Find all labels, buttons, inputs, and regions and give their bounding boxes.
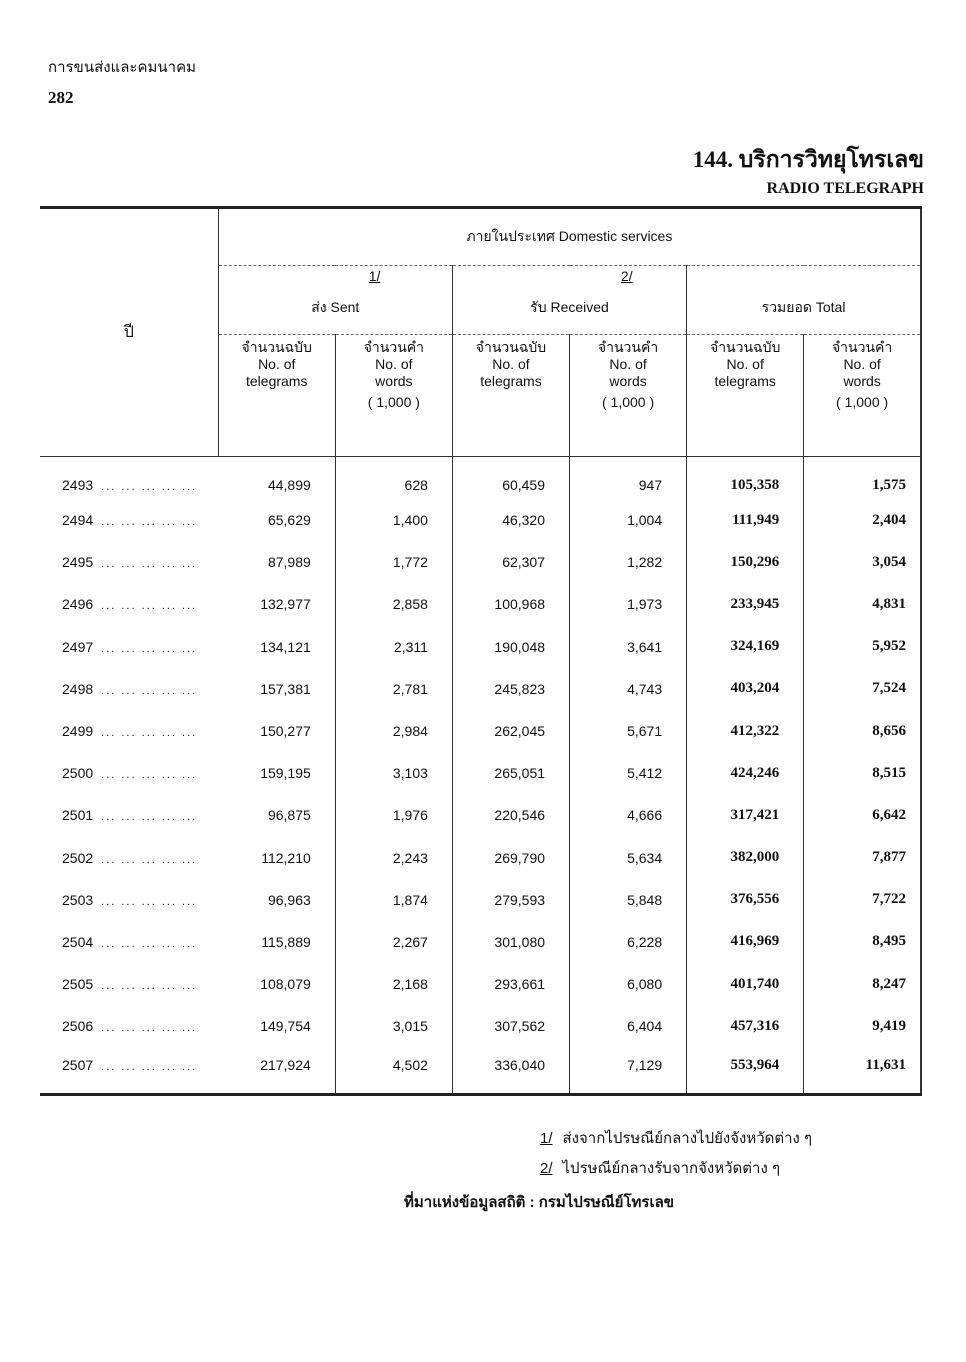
cell-total-telegrams: 317,421 (687, 794, 804, 836)
cell-total-words: 1,575 (804, 457, 921, 500)
cell-received-telegrams: 269,790 (452, 837, 569, 879)
received-telegrams-header: จำนวนฉบับ No. of telegrams (452, 335, 569, 457)
total-group-header (687, 266, 921, 335)
cell-year: 2497 ... ... ... ... ... (62, 638, 198, 655)
table-row (40, 541, 921, 583)
cell-received-words: 6,404 (570, 1005, 687, 1047)
cell-total-telegrams: 376,556 (687, 879, 804, 921)
cell-total-words: 8,247 (804, 963, 921, 1005)
cell-sent-telegrams: 134,121 (218, 626, 335, 668)
cell-sent-words: 1,400 (335, 499, 452, 541)
cell-sent-telegrams: 112,210 (218, 837, 335, 879)
cell-year: 2496 ... ... ... ... ... (62, 596, 198, 613)
cell-year: 2505 ... ... ... ... ... (62, 976, 198, 993)
cell-sent-telegrams: 149,754 (218, 1005, 335, 1047)
cell-sent-telegrams: 159,195 (218, 752, 335, 794)
table-row (40, 921, 921, 963)
cell-received-telegrams: 265,051 (452, 752, 569, 794)
cell-year: 2499 ... ... ... ... ... (62, 723, 198, 740)
cell-sent-words: 2,267 (335, 921, 452, 963)
cell-year: 2503 ... ... ... ... ... (62, 891, 198, 908)
sent-group-header (218, 266, 452, 335)
table-row (40, 879, 921, 921)
cell-total-words: 5,952 (804, 626, 921, 668)
table-row (40, 752, 921, 794)
cell-received-telegrams: 245,823 (452, 668, 569, 710)
cell-received-words: 6,228 (570, 921, 687, 963)
title-th-text: บริการวิทยุโทรเลข (738, 147, 924, 172)
cell-sent-words: 2,243 (335, 837, 452, 879)
cell-total-words: 4,831 (804, 583, 921, 625)
cell-sent-telegrams: 44,899 (218, 457, 335, 500)
radio-telegraph-table (40, 206, 922, 1096)
total-words-header: จำนวนคำ No. of words ( 1,000 ) (804, 335, 921, 457)
cell-sent-words: 1,772 (335, 541, 452, 583)
table-row (40, 794, 921, 836)
cell-sent-telegrams: 115,889 (218, 921, 335, 963)
cell-total-words: 8,495 (804, 921, 921, 963)
cell-sent-words: 3,103 (335, 752, 452, 794)
cell-total-telegrams: 424,246 (687, 752, 804, 794)
cell-received-telegrams: 336,040 (452, 1047, 569, 1095)
cell-received-words: 7,129 (570, 1047, 687, 1095)
table-row (40, 499, 921, 541)
received-group-header (452, 266, 686, 335)
cell-sent-telegrams: 108,079 (218, 963, 335, 1005)
cell-total-telegrams: 412,322 (687, 710, 804, 752)
cell-sent-words: 2,858 (335, 583, 452, 625)
cell-total-words: 7,722 (804, 879, 921, 921)
cell-sent-telegrams: 157,381 (218, 668, 335, 710)
cell-received-words: 1,282 (570, 541, 687, 583)
cell-received-telegrams: 100,968 (452, 583, 569, 625)
cell-year: 2507 ... ... ... ... ... (40, 1047, 218, 1095)
cell-sent-words: 4,502 (335, 1047, 452, 1095)
received-footnote-mark: 2/ (620, 268, 633, 284)
sent-footnote-mark: 1/ (368, 268, 381, 284)
table-body (40, 457, 921, 1095)
received-label: รับ Received (530, 299, 609, 315)
cell-received-words: 947 (570, 457, 687, 500)
cell-total-words: 6,642 (804, 794, 921, 836)
cell-sent-telegrams: 150,277 (218, 710, 335, 752)
table-row (40, 1005, 921, 1047)
cell-total-words: 7,877 (804, 837, 921, 879)
cell-sent-telegrams: 87,989 (218, 541, 335, 583)
cell-received-words: 5,412 (570, 752, 687, 794)
cell-received-telegrams: 262,045 (452, 710, 569, 752)
cell-received-telegrams: 301,080 (452, 921, 569, 963)
domestic-services-header: ภายในประเทศ Domestic services (218, 208, 921, 266)
cell-total-telegrams: 416,969 (687, 921, 804, 963)
cell-total-telegrams: 150,296 (687, 541, 804, 583)
cell-year: 2493 ... ... ... ... ... (62, 477, 198, 493)
cell-sent-telegrams: 217,924 (218, 1047, 335, 1095)
cell-total-words: 11,631 (804, 1047, 921, 1095)
cell-received-words: 3,641 (570, 626, 687, 668)
cell-received-telegrams: 60,459 (452, 457, 569, 500)
table-row (40, 1047, 921, 1095)
cell-received-words: 6,080 (570, 963, 687, 1005)
cell-total-telegrams: 233,945 (687, 583, 804, 625)
sent-label: ส่ง Sent (311, 299, 360, 315)
cell-total-telegrams: 553,964 (687, 1047, 804, 1095)
cell-received-words: 4,666 (570, 794, 687, 836)
table-row (40, 583, 921, 625)
cell-received-words: 1,004 (570, 499, 687, 541)
total-label: รวมยอด Total (761, 299, 846, 315)
footnote-2: 2/ ไปรษณีย์กลางรับจากจังหวัดต่าง ๆ (540, 1160, 781, 1177)
received-words-header: จำนวนคำ No. of words ( 1,000 ) (570, 335, 687, 457)
cell-total-words: 3,054 (804, 541, 921, 583)
cell-total-words: 8,656 (804, 710, 921, 752)
cell-total-telegrams: 105,358 (687, 457, 804, 500)
table-row (40, 668, 921, 710)
cell-sent-words: 628 (335, 457, 452, 500)
cell-received-words: 5,634 (570, 837, 687, 879)
cell-year: 2495 ... ... ... ... ... (62, 554, 198, 571)
year-header: ปี (40, 208, 218, 457)
cell-received-telegrams: 279,593 (452, 879, 569, 921)
page-number: 282 (48, 88, 74, 107)
cell-year: 2501 ... ... ... ... ... (62, 807, 198, 824)
cell-total-words: 2,404 (804, 499, 921, 541)
table-number: 144. (692, 147, 733, 172)
cell-sent-telegrams: 65,629 (218, 499, 335, 541)
title-english: RADIO TELEGRAPH (766, 180, 924, 197)
table-row (40, 837, 921, 879)
footnotes (540, 1124, 812, 1184)
cell-total-telegrams: 403,204 (687, 668, 804, 710)
cell-total-words: 9,419 (804, 1005, 921, 1047)
cell-year: 2494 ... ... ... ... ... (62, 512, 198, 529)
sent-words-header: จำนวนคำ No. of words ( 1,000 ) (335, 335, 452, 457)
title-thai (693, 142, 924, 178)
cell-sent-words: 3,015 (335, 1005, 452, 1047)
cell-total-telegrams: 401,740 (687, 963, 804, 1005)
cell-total-telegrams: 111,949 (687, 499, 804, 541)
sent-telegrams-header: จำนวนฉบับ No. of telegrams (218, 335, 335, 457)
cell-sent-telegrams: 96,963 (218, 879, 335, 921)
cell-received-telegrams: 220,546 (452, 794, 569, 836)
cell-year: 2506 ... ... ... ... ... (62, 1018, 198, 1035)
cell-received-telegrams: 293,661 (452, 963, 569, 1005)
cell-sent-words: 1,874 (335, 879, 452, 921)
table-row (40, 626, 921, 668)
cell-sent-words: 2,311 (335, 626, 452, 668)
total-telegrams-header: จำนวนฉบับ No. of telegrams (687, 335, 804, 457)
cell-received-words: 5,848 (570, 879, 687, 921)
cell-year: 2500 ... ... ... ... ... (62, 765, 198, 782)
cell-sent-words: 1,976 (335, 794, 452, 836)
cell-received-telegrams: 62,307 (452, 541, 569, 583)
cell-received-telegrams: 190,048 (452, 626, 569, 668)
table-row (40, 710, 921, 752)
cell-sent-telegrams: 96,875 (218, 794, 335, 836)
cell-total-telegrams: 324,169 (687, 626, 804, 668)
cell-received-telegrams: 46,320 (452, 499, 569, 541)
table-row (40, 963, 921, 1005)
data-source: ที่มาแห่งข้อมูลสถิติ : กรมไปรษณีย์โทรเลข (404, 1194, 675, 1211)
cell-total-telegrams: 382,000 (687, 837, 804, 879)
cell-received-words: 5,671 (570, 710, 687, 752)
cell-total-words: 7,524 (804, 668, 921, 710)
cell-year: 2502 ... ... ... ... ... (62, 849, 198, 866)
cell-total-telegrams: 457,316 (687, 1005, 804, 1047)
cell-total-words: 8,515 (804, 752, 921, 794)
cell-sent-words: 2,781 (335, 668, 452, 710)
cell-sent-words: 2,168 (335, 963, 452, 1005)
footnote-1: 1/ ส่งจากไปรษณีย์กลางไปยังจังหวัดต่าง ๆ (540, 1130, 813, 1147)
cell-year: 2498 ... ... ... ... ... (62, 680, 198, 697)
cell-sent-words: 2,984 (335, 710, 452, 752)
table-title (693, 142, 924, 198)
cell-received-telegrams: 307,562 (452, 1005, 569, 1047)
table-row (40, 457, 921, 500)
cell-received-words: 1,973 (570, 583, 687, 625)
cell-received-words: 4,743 (570, 668, 687, 710)
running-head: การขนส่งและคมนาคม (48, 59, 196, 76)
cell-sent-telegrams: 132,977 (218, 583, 335, 625)
cell-year: 2504 ... ... ... ... ... (62, 933, 198, 950)
